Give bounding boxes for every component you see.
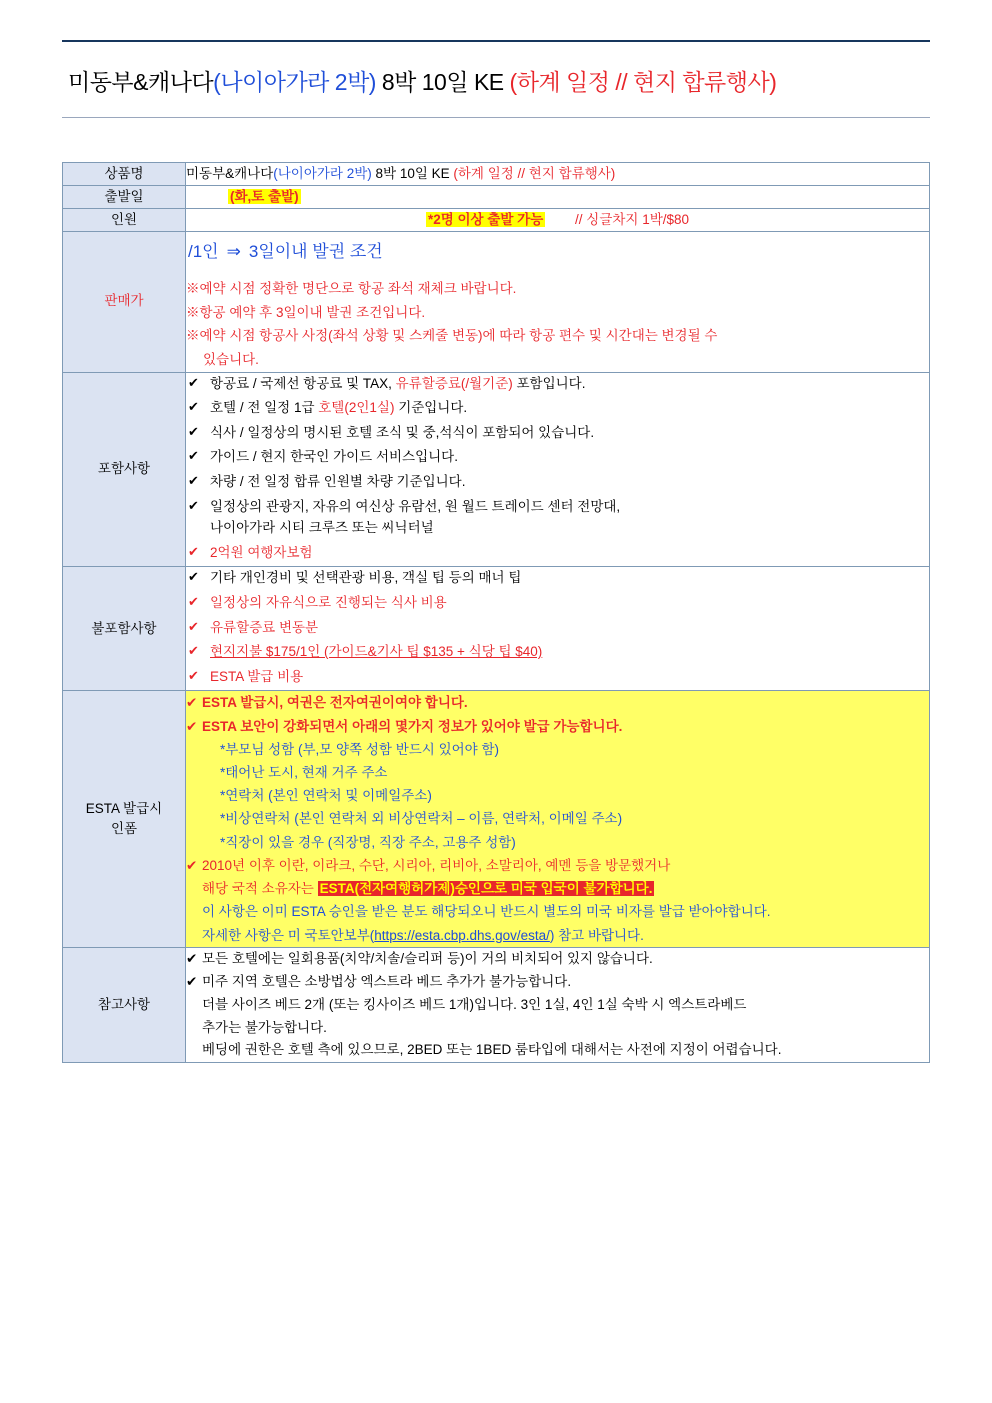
label-esta-line1: ESTA 발급시 — [85, 800, 163, 816]
check-icon: ✔ — [186, 973, 198, 989]
list-item — [186, 422, 929, 444]
price-note-1: ※예약 시점 정확한 명단으로 항공 좌석 재체크 바랍니다. — [186, 281, 517, 297]
included-item-6-sub: 나이아가라 시티 크루즈 또는 씨닉터널 — [210, 520, 434, 536]
check-icon: ✔ — [188, 423, 199, 439]
esta-line-4-highlight: ESTA(전자여행허가제)승인으로 미국 입국이 불가합니다. — [319, 881, 653, 897]
product-name-part-4: (하계 일정 // 현지 합류행사) — [453, 166, 616, 181]
table-row-included — [63, 372, 930, 567]
excluded-item-5: ESTA 발급 비용 — [210, 668, 304, 684]
esta-list — [186, 691, 929, 737]
included-item-1-suffix: 포함입니다. — [512, 375, 586, 391]
esta-line-6-suffix: ) 참고 바랍니다. — [549, 927, 644, 943]
check-icon: ✔ — [188, 543, 199, 559]
table-row-reference — [63, 947, 930, 1063]
esta-bullet-2: *태어난 도시, 현재 거주 주소 — [220, 764, 388, 780]
table-row-excluded — [63, 567, 930, 691]
esta-official-link[interactable]: https://esta.cbp.dhs.gov/esta/ — [374, 927, 550, 943]
check-icon: ✔ — [186, 857, 198, 873]
list-item — [186, 948, 929, 971]
price-heading-left: /1인 — [188, 241, 219, 261]
included-item-2-highlight: 호텔(2인1실) — [318, 400, 395, 416]
check-icon: ✔ — [188, 399, 199, 415]
included-item-3: 식사 / 일정상의 명시된 호텔 조식 및 중,석식이 포함되어 있습니다. — [210, 424, 595, 440]
product-name-part-2: (나이아가라 2박) — [273, 166, 372, 181]
check-icon: ✔ — [186, 695, 198, 711]
excluded-item-4: 현지지불 $175/1인 (가이드&기사 팁 $135 + 식당 팁 $40) — [210, 644, 543, 660]
list-item — [186, 715, 929, 738]
label-price: 판매가 — [63, 231, 186, 372]
check-icon: ✔ — [188, 569, 199, 585]
included-item-5: 차량 / 전 일정 합류 인원별 차량 기준입니다. — [210, 473, 466, 489]
list-item — [186, 617, 929, 639]
esta-line-6-prefix: 자세한 사항은 미 국토안보부( — [202, 927, 375, 943]
excluded-list — [186, 567, 929, 687]
reference-item-2: 미주 지역 호텔은 소방법상 엑스트라 베드 추가가 불가능합니다. — [202, 973, 572, 989]
included-item-2-suffix: 기준입니다. — [394, 400, 468, 416]
product-name-part-1: 미동부&캐나다 — [186, 166, 274, 181]
product-name-part-3: 8박 10일 KE — [371, 166, 454, 181]
included-item-2-prefix: 호텔 / 전 일정 1급 — [210, 400, 319, 416]
list-item — [186, 971, 929, 994]
excluded-item-1: 기타 개인경비 및 선택관광 비용, 객실 팁 등의 매너 팁 — [210, 570, 522, 586]
esta-line-3: 2010년 이후 이란, 이라크, 수단, 시리아, 리비아, 소말리아, 예멘 등을 방문했거나 — [202, 857, 671, 873]
excluded-item-2: 일정상의 자유식으로 진행되는 식사 비용 — [210, 594, 447, 610]
list-item — [186, 496, 929, 539]
esta-list-2 — [186, 854, 929, 877]
title-part-4: (하계 일정 // 현지 합류행사) — [509, 69, 777, 95]
check-icon: ✔ — [188, 448, 199, 464]
esta-line-4-prefix: 해당 국적 소유자는 — [202, 881, 318, 897]
esta-bullet-3: *연락처 (본인 연락처 및 이메일주소) — [220, 788, 432, 804]
list-item — [186, 854, 929, 877]
reference-sub-1: 더블 사이즈 베드 2개 (또는 킹사이즈 베드 1개)입니다. 3인 1실, 4인 1실 숙박 시 엑스트라베드 — [202, 996, 747, 1012]
list-item — [186, 592, 929, 614]
title-bottom-rule — [62, 117, 930, 118]
reference-sub-2: 추가는 불가능합니다. — [202, 1019, 327, 1035]
label-included: 포함사항 — [63, 372, 186, 567]
price-note-4: 있습니다. — [203, 351, 259, 367]
table-row-departure — [63, 185, 930, 208]
list-item — [186, 691, 929, 714]
esta-line-2: ESTA 보안이 강화되면서 아래의 몇가지 정보가 있어야 발급 가능합니다. — [202, 718, 623, 734]
list-item — [186, 373, 929, 395]
esta-line-1: ESTA 발급시, 여권은 전자여권이여야 합니다. — [202, 695, 468, 711]
table-row-price — [63, 231, 930, 372]
reference-list — [186, 948, 929, 994]
check-icon: ✔ — [188, 472, 199, 488]
list-item — [186, 567, 929, 589]
arrow-icon: ⇒ — [226, 241, 241, 261]
check-icon: ✔ — [186, 950, 198, 966]
esta-line-5: 이 사항은 이미 ESTA 승인을 받은 분도 해당되오니 반드시 별도의 미국 비자를 발급 받아야합니다. — [202, 904, 771, 920]
reference-sub-3: 베딩에 권한은 호텔 측에 있으므로, 2BED 또는 1BED 룸타입에 대해서는 사전에 지정이 어렵습니다. — [202, 1042, 782, 1058]
title-part-2: (나이아가라 2박) — [213, 69, 376, 95]
check-icon: ✔ — [188, 618, 199, 634]
product-info-table — [62, 162, 930, 1063]
title-part-3: 8박 10일 KE — [375, 69, 510, 95]
price-heading-right: 3일이내 발권 조건 — [248, 241, 383, 261]
label-excluded: 불포함사항 — [63, 567, 186, 691]
list-item — [186, 641, 929, 663]
included-item-6: 일정상의 관광지, 자유의 여신상 유람선, 원 월드 트레이드 센터 전망대, — [210, 498, 621, 514]
esta-bullet-1: *부모님 성함 (부,모 양쪽 성함 반드시 있어야 함) — [220, 741, 499, 757]
cell-reference — [186, 947, 930, 1063]
label-reference: 참고사항 — [63, 947, 186, 1063]
title-part-1: 미동부&캐나다 — [68, 69, 214, 95]
list-item — [186, 666, 929, 688]
list-item — [186, 397, 929, 419]
price-note-3: ※예약 시점 항공사 사정(좌석 상황 및 스케줄 변동)에 따라 항공 편수 및 시간대는 변경될 수 — [186, 328, 718, 344]
label-esta-line2: 인폼 — [110, 821, 138, 837]
departure-value: (화,토 출발) — [230, 188, 299, 204]
cell-departure — [186, 185, 930, 208]
check-icon: ✔ — [188, 374, 199, 390]
check-icon: ✔ — [188, 497, 199, 513]
esta-line-6 — [186, 924, 929, 947]
list-item — [186, 446, 929, 468]
label-product-name: 상품명 — [63, 163, 186, 186]
check-icon: ✔ — [188, 667, 199, 683]
table-row-product-name — [63, 163, 930, 186]
check-icon: ✔ — [188, 593, 199, 609]
included-item-7: 2억원 여행자보험 — [210, 544, 313, 560]
label-people: 인원 — [63, 208, 186, 231]
included-item-1-prefix: 항공료 / 국제선 항공료 및 TAX, — [210, 375, 396, 391]
esta-bullet-4: *비상연락처 (본인 연락처 외 비상연락처 – 이름, 연락처, 이메일 주소) — [220, 811, 623, 827]
cell-product-name — [186, 163, 930, 186]
list-item — [186, 471, 929, 493]
reference-item-1: 모든 호텔에는 일회용품(치약/치솔/슬리퍼 등)이 거의 비치되어 있지 않습니다. — [202, 950, 653, 966]
people-rest: // 싱글차지 1박/$80 — [575, 211, 690, 227]
included-item-4: 가이드 / 현지 한국인 가이드 서비스입니다. — [210, 449, 458, 465]
label-departure: 출발일 — [63, 185, 186, 208]
cell-excluded — [186, 567, 930, 691]
included-list — [186, 373, 929, 564]
list-item — [186, 542, 929, 564]
esta-line-4 — [186, 877, 929, 900]
people-highlight: *2명 이상 출발 가능 — [427, 211, 544, 227]
included-item-1-highlight: 유류할증료(/월기준) — [395, 375, 513, 391]
excluded-item-3: 유류할증료 변동분 — [210, 619, 319, 635]
esta-bullet-5: *직장이 있을 경우 (직장명, 직장 주소, 고용주 성함) — [220, 834, 516, 850]
cell-included — [186, 372, 930, 567]
page-title — [62, 42, 930, 117]
price-note-2: ※항공 예약 후 3일이내 발권 조건입니다. — [186, 304, 426, 320]
cell-esta — [186, 691, 930, 947]
check-icon: ✔ — [188, 643, 199, 659]
cell-price — [186, 231, 930, 372]
cell-people — [186, 208, 930, 231]
table-row-people — [63, 208, 930, 231]
label-esta — [63, 691, 186, 947]
check-icon: ✔ — [186, 718, 198, 734]
price-heading — [186, 232, 929, 278]
table-row-esta — [63, 691, 930, 947]
